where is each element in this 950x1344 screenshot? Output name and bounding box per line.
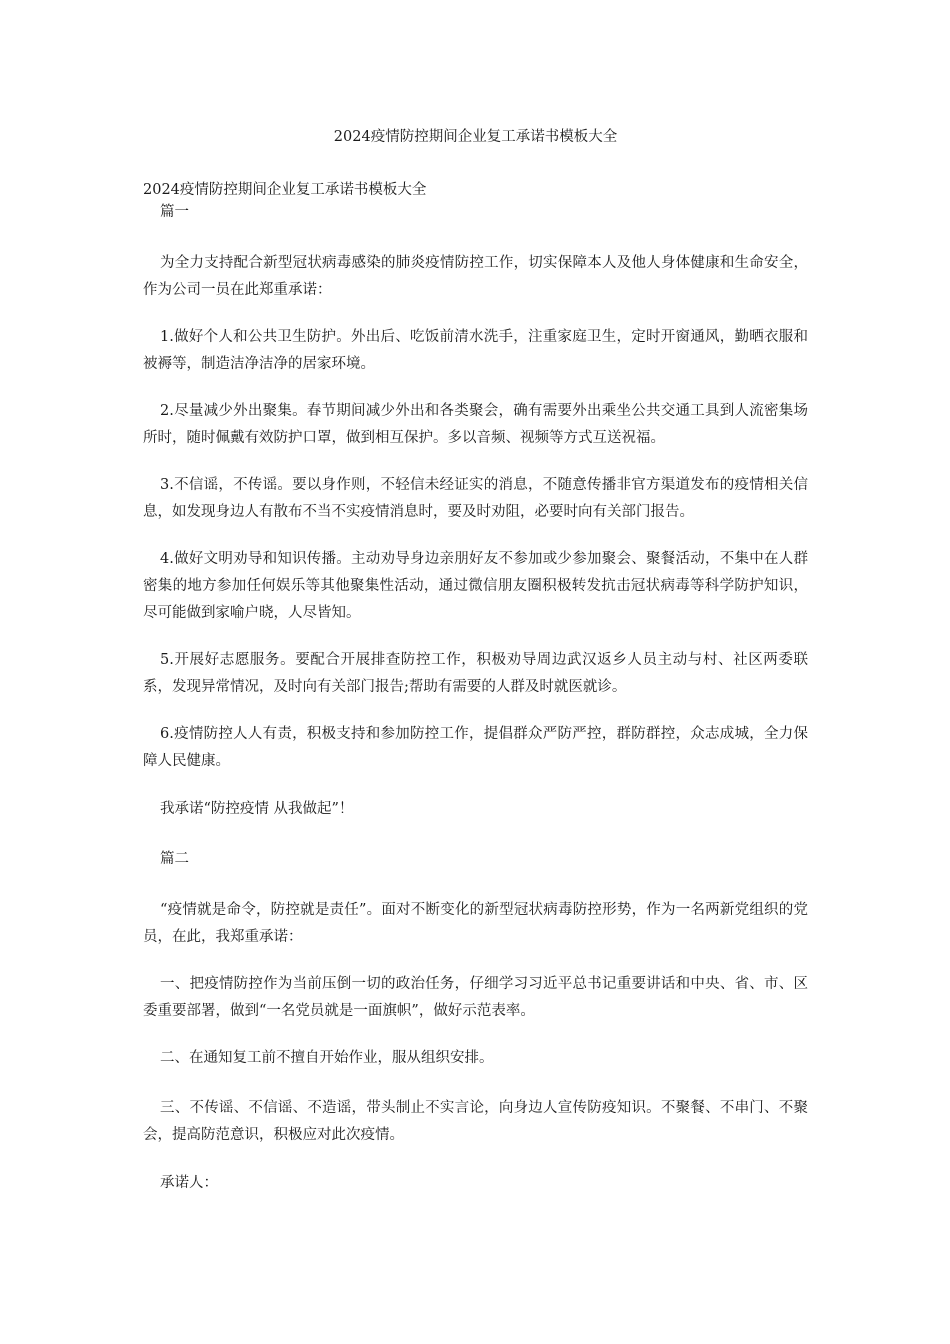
item-2: 2.尽量减少外出聚集。春节期间减少外出和各类聚会，确有需要外出乘坐公共交通工具到人流密集场所时，随时佩戴有效防护口罩，做到相互保护。多以音频、视频等方式互送祝福。 bbox=[143, 403, 808, 446]
intro-paragraph-1: 为全力支持配合新型冠状病毒感染的肺炎疫情防控工作，切实保障本人及他人身体健康和生命安全，作为公司一员在此郑重承诺： bbox=[143, 255, 808, 298]
pledge-line: 我承诺“防控疫情 从我做起”！ bbox=[160, 801, 354, 817]
document-title: 2024疫情防控期间企业复工承诺书模板大全 bbox=[333, 129, 618, 145]
section1-heading: 篇一 bbox=[160, 204, 189, 220]
item-5: 5.开展好志愿服务。要配合开展排查防控工作，积极劝导周边武汉返乡人员主动与村、社区两委联系，发现异常情况，及时向有关部门报告;帮助有需要的人群及时就医就诊。 bbox=[143, 652, 808, 695]
document-subtitle: 2024疫情防控期间企业复工承诺书模板大全 bbox=[143, 182, 427, 198]
section2-heading: 篇二 bbox=[160, 851, 189, 867]
signature-line: 承诺人： bbox=[160, 1175, 218, 1191]
item-3: 3.不信谣，不传谣。要以身作则，不轻信未经证实的消息，不随意传播非官方渠道发布的疫情相关信息，如发现身边人有散布不当不实疫情消息时，要及时劝阻，必要时向有关部门报告。 bbox=[143, 477, 808, 520]
item-4: 4.做好文明劝导和知识传播。主动劝导身边亲朋好友不参加或少参加聚会、聚餐活动，不集中在人群密集的地方参加任何娱乐等其他聚集性活动，通过微信朋友圈积极转发抗击冠状病毒等科学防护知识，尽可能做到家喻户晓，人尽皆知。 bbox=[143, 551, 808, 621]
intro-paragraph-2: “疫情就是命令，防控就是责任”。面对不断变化的新型冠状病毒防控形势，作为一名两新党组织的党员，在此，我郑重承诺： bbox=[143, 902, 808, 945]
point-3: 三、不传谣、不信谣、不造谣，带头制止不实言论，向身边人宣传防疫知识。不聚餐、不串门、不聚会，提高防范意识，积极应对此次疫情。 bbox=[143, 1100, 808, 1143]
point-1: 一、把疫情防控作为当前压倒一切的政治任务，仔细学习习近平总书记重要讲话和中央、省、市、区委重要部署，做到“一名党员就是一面旗帜”，做好示范表率。 bbox=[143, 976, 808, 1019]
item-6: 6.疫情防控人人有责，积极支持和参加防控工作，提倡群众严防严控，群防群控，众志成城，全力保障人民健康。 bbox=[143, 726, 808, 769]
item-1: 1.做好个人和公共卫生防护。外出后、吃饭前清水洗手，注重家庭卫生，定时开窗通风，勤晒衣服和被褥等，制造洁净洁净的居家环境。 bbox=[143, 329, 808, 372]
point-2: 二、在通知复工前不擅自开始作业，服从组织安排。 bbox=[160, 1050, 494, 1066]
